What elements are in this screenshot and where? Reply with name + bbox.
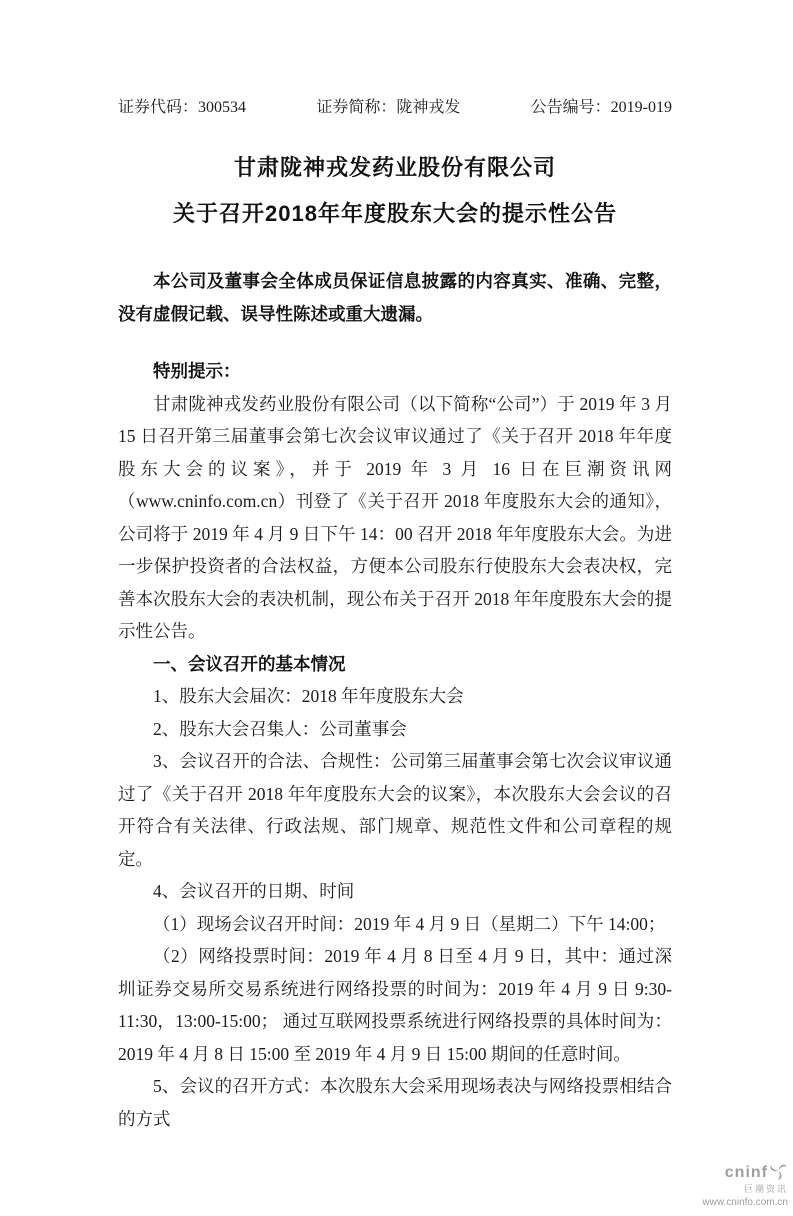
stock-code: 证券代码：300534 <box>118 99 247 116</box>
section-1-item: 5、会议的召开方式：本次股东大会采用现场表决与网络投票相结合的方式 <box>118 1076 672 1129</box>
section-1-heading: 一、会议召开的基本情况 <box>153 653 346 674</box>
special-notice-heading: 特别提示： <box>153 361 241 381</box>
section-1-item: 1、股东大会届次：2018 年年度股东大会 <box>153 686 464 706</box>
disclaimer-statement: 本公司及董事会全体成员保证信息披露的内容真实、准确、完整，没有虚假记载、误导性陈述或重大遗漏。 <box>118 271 672 324</box>
cninfo-watermark <box>702 1161 788 1208</box>
section-1-item: 2、股东大会召集人：公司董事会 <box>153 718 407 739</box>
document-page <box>0 94 793 1216</box>
cninfo-chinese-name: 巨潮资讯 <box>743 1184 788 1195</box>
stock-name: 证券简称：陇神戎发 <box>316 99 461 116</box>
cninfo-brand-text: cninf <box>724 1163 768 1181</box>
announcement-number: 公告编号：2019-019 <box>530 99 672 116</box>
section-1-item: 4、会议召开的日期、时间 <box>153 881 355 901</box>
cninfo-url: www.cninfo.com.cn <box>702 1197 788 1208</box>
section-1-item: （1）现场会议召开时间：2019 年 4 月 9 日（星期二）下午 14:00； <box>153 913 666 934</box>
company-title: 甘肃陇神戎发药业股份有限公司 <box>233 155 556 180</box>
section-1-item: （2）网络投票时间：2019 年 4 月 8 日至 4 月 9 日，其中：通过深圳证券交易所交易系统进行网络投票的时间为：2019 年 4 月 9 日 9:30-11:30，13:00-15:00； 通过互联网投票系统进行网络投票的具体时间为：2019 年 4 月 8 日 15:00 至 2019 年 4 月 9 日 15:00 期间的任意时间。 <box>118 946 672 1064</box>
document-body <box>118 355 672 1135</box>
cninfo-swirl-icon <box>769 1161 788 1185</box>
document-header <box>118 94 672 117</box>
section-1-item: 3、会议召开的合法、合规性：公司第三届董事会第七次会议审议通过了《关于召开 2018 年年度股东大会的议案》，本次股东大会会议的召开符合有关法律、行政法规、部门规章、规范性文件和公司章程的规定。 <box>118 751 672 869</box>
announcement-title: 关于召开2018年年度股东大会的提示性公告 <box>173 201 617 226</box>
intro-paragraph: 甘肃陇神戎发药业股份有限公司（以下简称“公司”）于 2019 年 3 月 15 日召开第三届董事会第七次会议审议通过了《关于召开 2018 年年度股东大会的议案》，并于 2019 年 3 月 16 日在巨潮资讯网（www.cninfo.com.cn）刊登了《关于召开 2018 年度股东大会的通知》，公司将于 2019 年 4 月 9 日下午 14：00 召开 2018 年年度股东大会。为进一步保护投资者的合法权益，方便本公司股东行使股东大会表决权，完善本次股东大会的表决机制，现公布关于召开 2018 年年度股东大会的提示性公告。 <box>118 393 672 641</box>
